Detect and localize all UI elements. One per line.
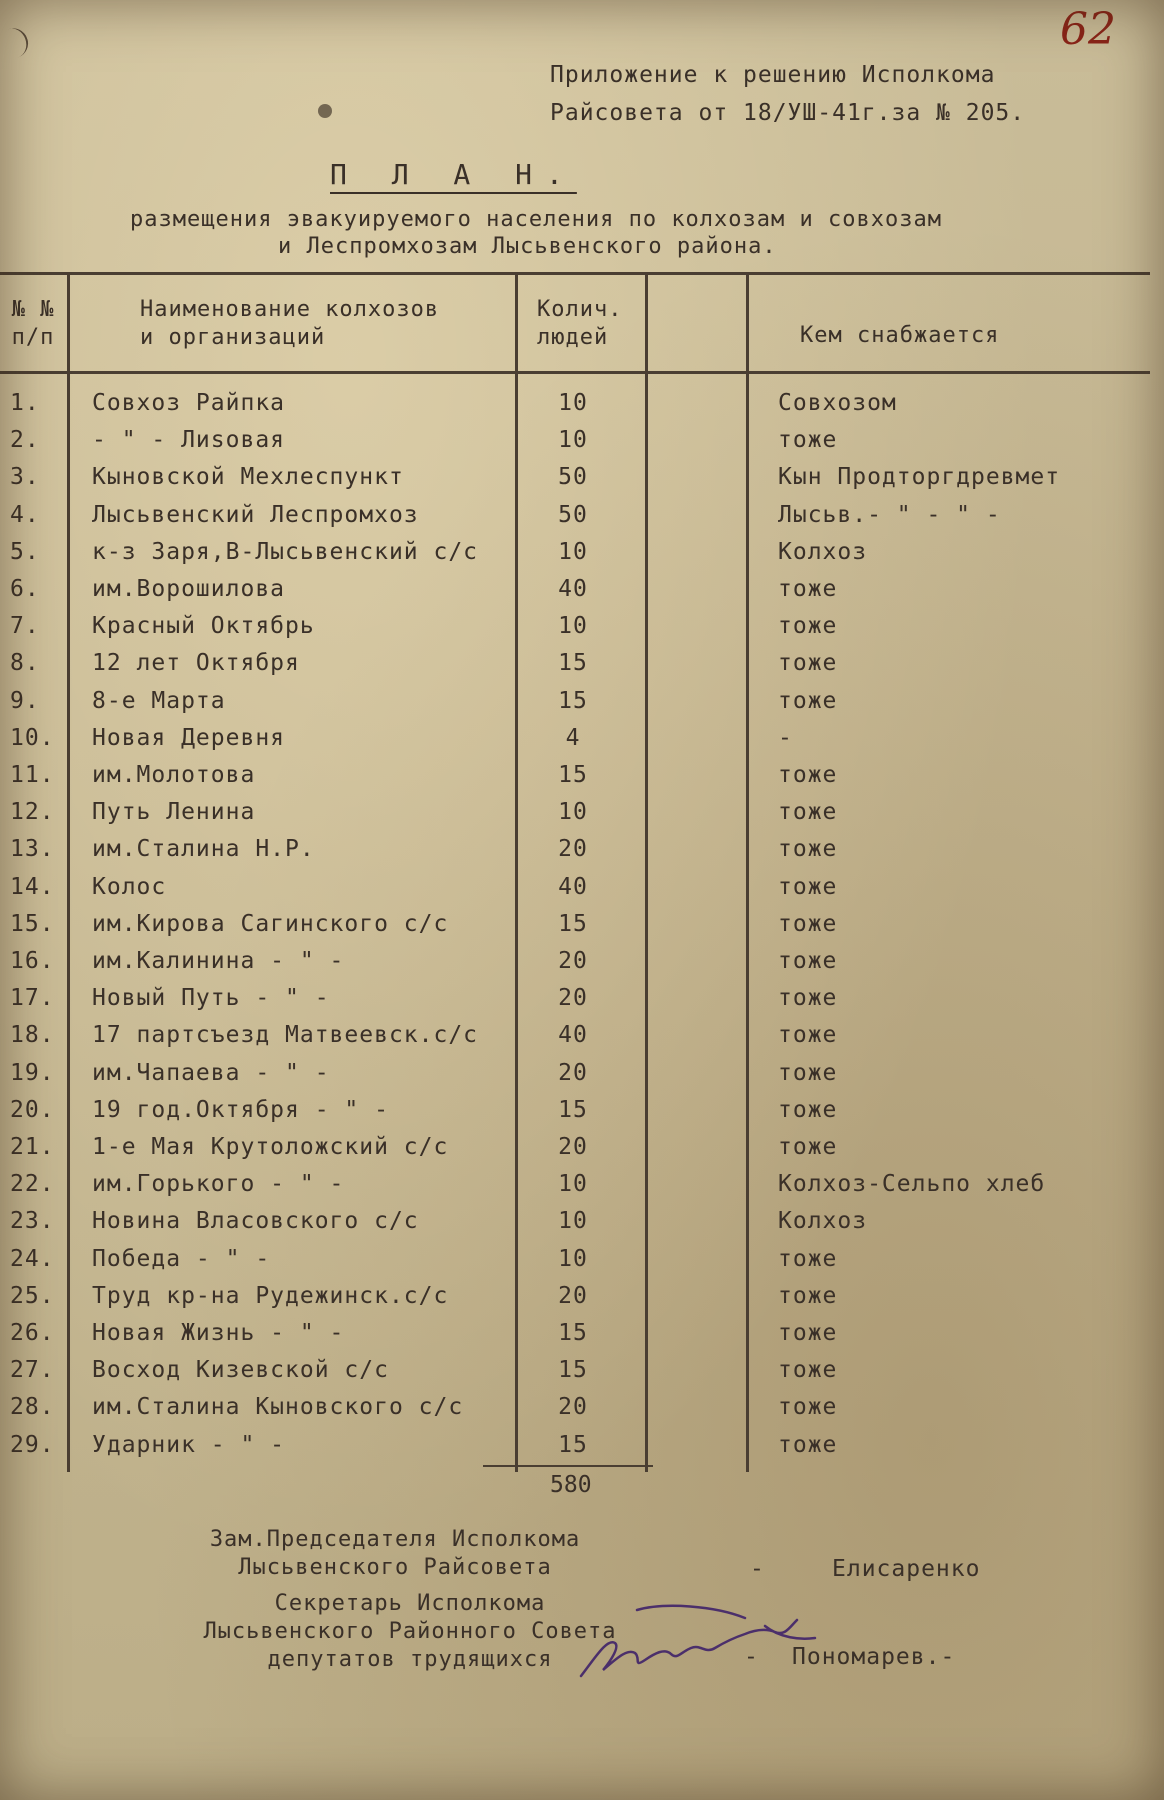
row-organization: Совхоз Райпка [92,390,286,416]
row-organization: Победа - " - [92,1245,271,1272]
row-quantity: 10 [558,390,588,416]
row-number: 28. [10,1394,55,1421]
row-supplier: тоже [778,576,838,602]
table-row [0,985,1164,1022]
table-row [0,502,1164,539]
table-row [0,427,1164,464]
header-num: № № п/п [11,297,55,350]
row-quantity: 15 [558,687,588,714]
row-quantity: 15 [558,1431,588,1458]
row-number: 20. [10,1096,55,1123]
appendix-line-2: Райсовета от 18/УШ-41г.за № 205. [550,100,1026,126]
row-supplier: Лысьв.- " - " - [778,501,1001,528]
row-organization: Новый Путь - " - [92,985,330,1012]
stamp-dot [318,104,332,118]
row-supplier: тоже [778,910,838,937]
table-row [0,688,1164,725]
row-number: 1. [10,390,40,416]
table-row [0,576,1164,613]
row-quantity: 10 [558,427,588,454]
row-number: 21. [10,1134,55,1160]
signature-dash-2: - [744,1644,758,1670]
row-quantity: 20 [558,1282,588,1309]
row-quantity: 15 [558,650,588,677]
table-row [0,650,1164,687]
row-number: 6. [10,576,40,602]
table-row [0,1171,1164,1208]
table-row [0,1097,1164,1134]
row-organization: им.Калинина - " - [92,948,345,974]
row-quantity: 10 [558,799,588,826]
row-supplier: тоже [778,762,838,788]
row-organization: Новая Деревня [92,724,286,751]
row-organization: Лысьвенский Леспромхоз [92,501,419,528]
row-number: 9. [10,687,40,714]
row-supplier: тоже [778,948,838,974]
row-quantity: 10 [558,1171,588,1198]
row-organization: им.Чапаева - " - [92,1059,330,1086]
row-supplier: тоже [778,1245,838,1272]
table-row [0,725,1164,762]
row-number: 12. [10,799,55,826]
table-row [0,1394,1164,1431]
table-header-rule [0,371,1150,374]
total-quantity: 580 [550,1472,592,1498]
subtitle-line-2: и Леспромхозам Лысьвенского района. [278,234,777,259]
row-number: 13. [10,836,55,863]
row-supplier: тоже [778,985,838,1012]
row-organization: 17 партсъезд Матвеевск.с/с [92,1022,479,1049]
row-supplier: тоже [778,1059,838,1086]
row-supplier: Колхоз [778,538,868,565]
signature-name-2: Пономарев.- [792,1644,956,1670]
row-quantity: 15 [558,1320,588,1346]
row-quantity: 20 [558,1394,588,1421]
row-supplier: Колхоз-Сельпо хлеб [778,1171,1046,1198]
row-quantity: 20 [558,985,588,1012]
document-subtitle [130,206,942,260]
row-organization: Новина Власовского с/с [92,1208,419,1235]
row-number: 17. [10,985,55,1012]
signature-title-1: Зам.Председателя Исполкома Лысьвенского Райсовета [209,1527,581,1580]
signature-dash-1: - [750,1556,764,1582]
row-number: 8. [10,650,40,677]
row-quantity: 20 [558,948,588,974]
subtitle-line-1: размещения эвакуируемого населения по колхозам и совхозам [130,207,942,232]
row-number: 24. [10,1245,55,1272]
row-organization: им.Горького - " - [92,1171,345,1198]
row-organization: им.Ворошилова [92,576,286,602]
row-supplier: тоже [778,687,838,714]
row-number: 2. [10,427,40,454]
header-qty: Колич. людей [537,297,623,350]
row-organization: 8-е Марта [92,687,226,714]
row-quantity: 40 [558,873,588,900]
document-title: П Л А Н. [330,158,577,191]
row-organization: Колос [92,873,167,900]
table-row [0,1283,1164,1320]
row-quantity: 40 [558,1022,588,1049]
table-row [0,1357,1164,1394]
row-supplier: тоже [778,613,838,640]
row-number: 29. [10,1431,55,1458]
row-quantity: 50 [558,501,588,528]
row-number: 18. [10,1022,55,1049]
table-row [0,539,1164,576]
row-organization: им.Сталина Н.Р. [92,836,315,863]
row-quantity: 20 [558,1134,588,1160]
row-number: 23. [10,1208,55,1235]
row-number: 11. [10,762,55,788]
table-row [0,1320,1164,1357]
table-row [0,464,1164,501]
row-supplier: Совхозом [778,390,897,416]
row-quantity: 15 [558,910,588,937]
appendix-line-1: Приложение к решению Исполкома [550,62,996,88]
row-organization: Восход Кизевской с/с [92,1357,389,1384]
row-quantity: 10 [558,613,588,640]
row-number: 22. [10,1171,55,1198]
row-quantity: 15 [558,1357,588,1384]
folio-number: 62 [1060,4,1116,55]
row-organization: Путь Ленина [92,799,256,826]
table-row [0,1432,1164,1469]
table-row [0,1022,1164,1059]
table-row [0,911,1164,948]
row-number: 15. [10,910,55,937]
row-number: 7. [10,613,40,640]
header-name: Наименование колхозов и организаций [140,297,440,350]
row-quantity: 15 [558,1096,588,1123]
row-supplier: тоже [778,650,838,677]
corner-mark [0,24,32,62]
signature-name-1: Елисаренко [832,1556,981,1582]
row-supplier: тоже [778,1320,838,1346]
row-organization: Красный Октябрь [92,613,315,640]
row-number: 14. [10,873,55,900]
row-quantity: 20 [558,836,588,863]
row-number: 27. [10,1357,55,1384]
row-supplier: тоже [778,836,838,863]
signature-title-2: Секретарь Исполкома Лысьвенского Районного Совета депутатов трудящихся [203,1591,617,1672]
table-row [0,836,1164,873]
table-top-rule [0,272,1150,275]
table-row [0,799,1164,836]
appendix-note [550,56,1025,132]
row-supplier: Кын Продторгдревмет [778,464,1061,491]
row-supplier: тоже [778,427,838,454]
row-quantity: 20 [558,1059,588,1086]
row-number: 26. [10,1320,55,1346]
row-supplier: тоже [778,1282,838,1309]
row-quantity: 10 [558,1208,588,1235]
row-organization: им.Сталина Кыновского с/с [92,1394,464,1421]
row-supplier: тоже [778,1096,838,1123]
row-organization: 1-е Мая Крутоложский с/с [92,1134,449,1160]
table-row [0,762,1164,799]
table-row [0,613,1164,650]
row-organization: Труд кр-на Рудежинск.с/с [92,1282,449,1309]
row-organization: им.Кирова Сагинского с/с [92,910,449,937]
row-supplier: - [778,724,793,751]
row-organization: Ударник - " - [92,1431,286,1458]
row-supplier: тоже [778,1134,838,1160]
table-row [0,1208,1164,1245]
table-row [0,874,1164,911]
row-supplier: тоже [778,1394,838,1421]
row-organization: им.Молотова [92,762,256,788]
row-organization: 12 лет Октября [92,650,300,677]
row-supplier: тоже [778,799,838,826]
table-row [0,948,1164,985]
row-organization: - " - Лиsовая [92,427,286,454]
row-supplier: Колхоз [778,1208,868,1235]
row-number: 16. [10,948,55,974]
row-quantity: 40 [558,576,588,602]
row-organization: Кыновской Мехлеспункт [92,464,404,491]
row-number: 10. [10,724,55,751]
row-quantity: 15 [558,762,588,788]
row-number: 5. [10,538,40,565]
table-row [0,1246,1164,1283]
header-supplier: Кем снабжается [800,323,1000,348]
row-number: 19. [10,1059,55,1086]
row-organization: Новая Жизнь - " - [92,1320,345,1346]
row-supplier: тоже [778,1431,838,1458]
row-number: 25. [10,1282,55,1309]
row-number: 4. [10,501,40,528]
row-organization: 19 год.Октября - " - [92,1096,389,1123]
row-supplier: тоже [778,1357,838,1384]
row-supplier: тоже [778,1022,838,1049]
table-row [0,390,1164,427]
row-organization: к-з Заря,В-Лысьвенский с/с [92,538,479,565]
row-number: 3. [10,464,40,491]
row-quantity: 10 [558,1245,588,1272]
row-quantity: 4 [565,724,581,751]
handwritten-signature [575,1598,820,1688]
row-supplier: тоже [778,873,838,900]
table-row [0,1134,1164,1171]
row-quantity: 10 [558,538,588,565]
row-quantity: 50 [558,464,588,491]
table-row [0,1060,1164,1097]
